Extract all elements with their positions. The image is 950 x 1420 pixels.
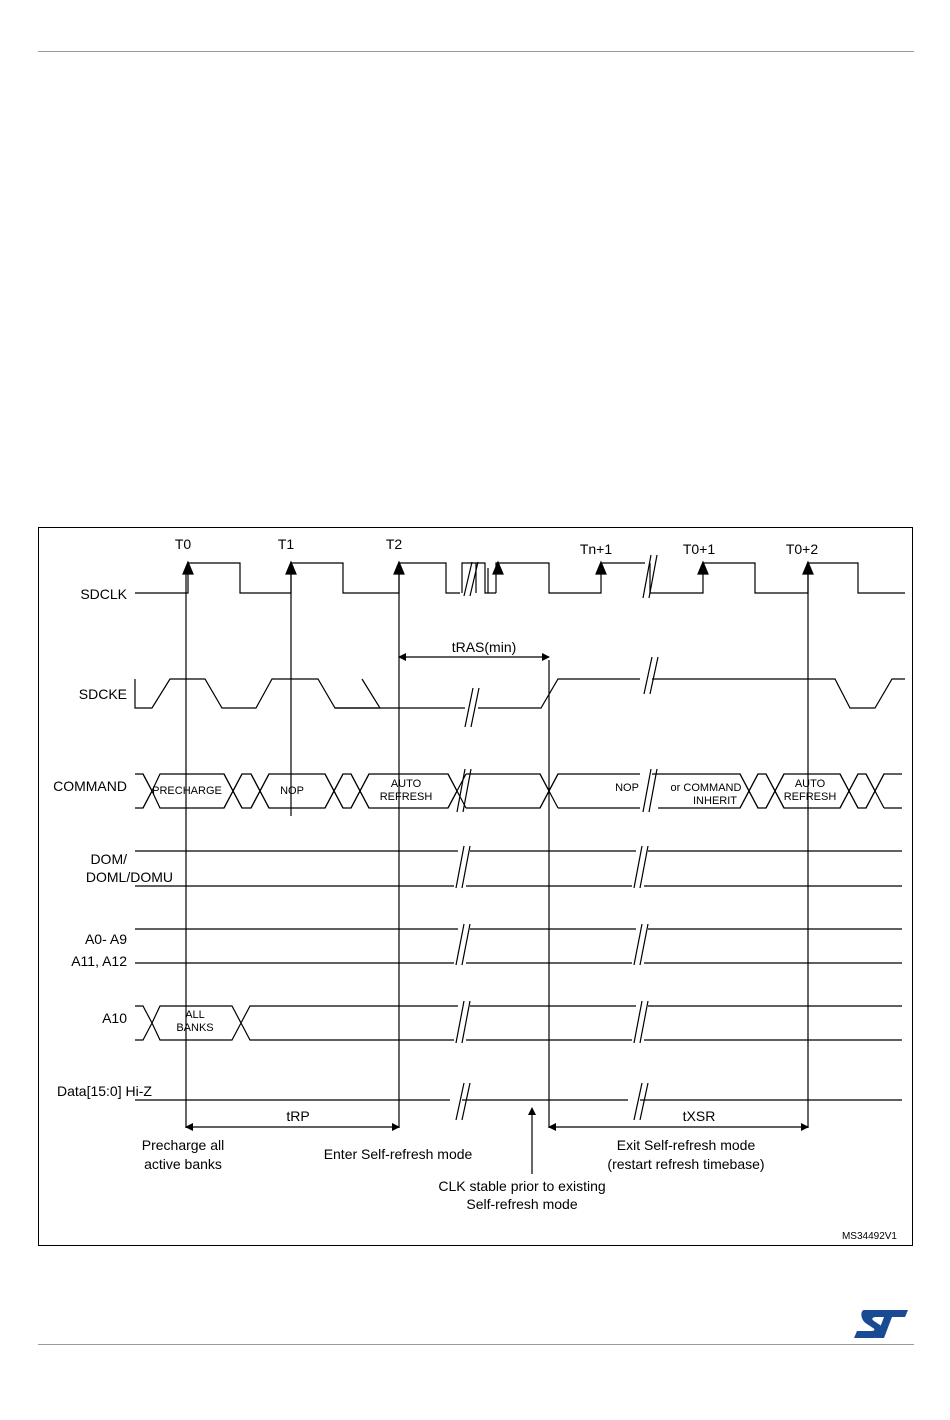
signal-address-line1: A0- A9 <box>84 931 127 947</box>
dom-bus <box>135 851 902 886</box>
annotation-precharge-line2: active banks <box>144 1156 222 1172</box>
command-auto-refresh-line2: REFRESH <box>379 791 433 803</box>
command-auto-refresh-line1: AUTO <box>390 778 422 790</box>
clock-label-t2: T2 <box>385 536 403 552</box>
timing-trp: tRP <box>286 1108 310 1124</box>
address-bus <box>135 929 902 963</box>
clock-label-tn-plus-1: Tn+1 <box>579 541 613 557</box>
command-auto-refresh-2-line2: REFRESH <box>783 791 837 803</box>
signal-command: COMMAND <box>53 778 127 794</box>
signal-dom-line2: DOML/DOMU <box>85 869 173 885</box>
signal-a10: A10 <box>102 1010 127 1026</box>
sdclk-waveform <box>135 563 905 593</box>
timing-txsr: tXSR <box>682 1108 716 1124</box>
command-or-command: or COMMAND <box>670 782 742 794</box>
annotation-clk-stable-line2: Self-refresh mode <box>466 1196 578 1212</box>
annotation-precharge-line1: Precharge all <box>141 1137 225 1153</box>
command-auto-refresh-2-line1: AUTO <box>794 778 826 790</box>
clock-label-t0-plus-2: T0+2 <box>785 541 819 557</box>
command-nop-2: NOP <box>615 782 639 794</box>
timing-tras: tRAS(min) <box>451 639 517 655</box>
signal-sdcke: SDCKE <box>78 686 127 702</box>
annotation-enter-self-refresh: Enter Self-refresh mode <box>323 1146 473 1162</box>
a10-bus <box>135 1006 902 1040</box>
figure-id: MS34492V1 <box>841 1231 897 1242</box>
signal-dom-line1: DOM/ <box>90 851 127 867</box>
signal-data: Data[15:0] Hi-Z <box>57 1083 152 1099</box>
command-nop: NOP <box>280 785 304 797</box>
clock-label-t0: T0 <box>174 536 192 552</box>
a10-all-banks-line2: BANKS <box>176 1022 214 1034</box>
clock-label-t0-plus-1: T0+1 <box>682 541 716 557</box>
annotation-clk-stable-line1: CLK stable prior to existing <box>438 1178 606 1194</box>
command-bus <box>135 774 152 808</box>
signal-address-line2: A11, A12 <box>71 953 127 969</box>
st-logo-icon <box>850 1306 912 1342</box>
annotation-exit-line2: (restart refresh timebase) <box>607 1156 765 1172</box>
a10-all-banks-line1: ALL <box>185 1009 205 1021</box>
annotation-exit-line1: Exit Self-refresh mode <box>616 1137 756 1153</box>
sdcke-waveform <box>135 679 380 708</box>
signal-sdclk: SDCLK <box>80 586 127 602</box>
clock-label-t1: T1 <box>277 536 295 552</box>
command-precharge: PRECHARGE <box>152 785 222 797</box>
command-inherit: INHERIT <box>693 795 737 807</box>
